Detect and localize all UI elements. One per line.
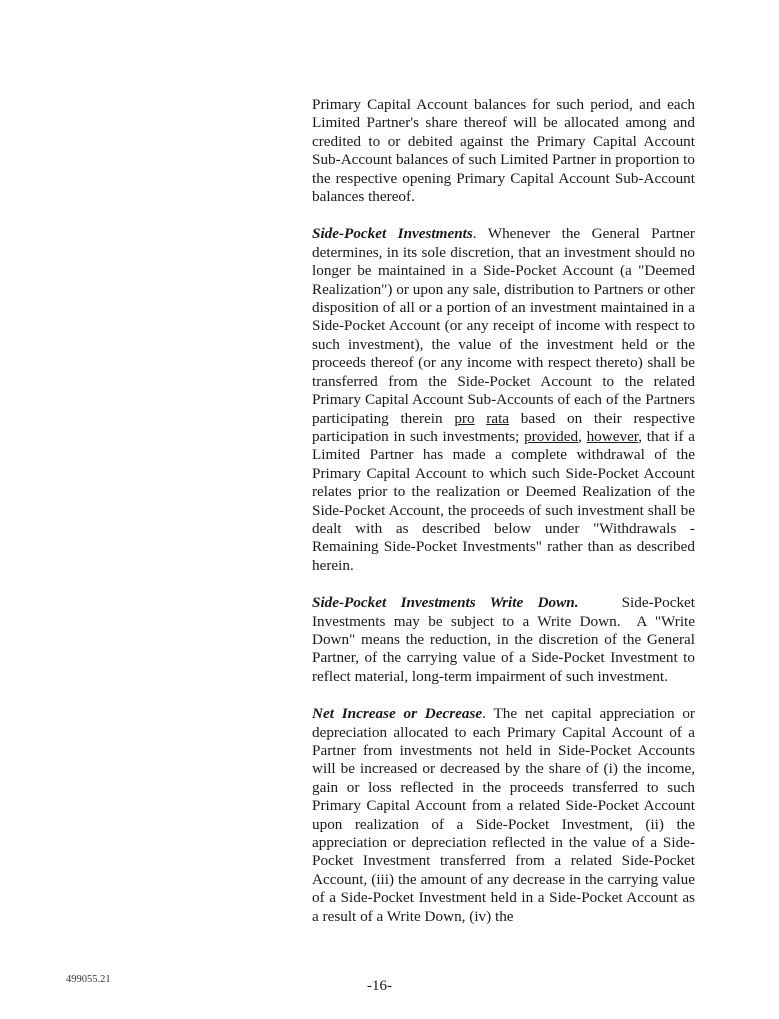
term-however: however <box>586 427 639 445</box>
paragraph-text: Side-Pocket Investments may be subject to a Write Down. A "Write Down" means the reduction, in the discretion of the General Partner, of the carrying value of a Side-Pocket Investment to reflect material, long-term impairment of such investment. <box>312 594 699 685</box>
paragraph-write-down <box>312 594 699 686</box>
word-space <box>475 410 487 427</box>
latin-term-rata: rata <box>486 409 510 427</box>
paragraph-text: Primary Capital Account balances for such period, and each Limited Partner's share thereof will be allocated among and credited to or debited against the Primary Capital Account Sub-Account balances of such Limited Partner in proportion to the respective opening Primary Capital Account Sub-Account balances thereof. <box>312 96 695 206</box>
paragraph-text: . The net capital appreciation or depreciation allocated to each Primary Capital Account of a Partner from investments not held in Side-Pocket Accounts will be increased or decreased by the share of (i) the income, gain or loss reflected in the proceeds transferred to such Primary Capital Account from a related Side-Pocket Account upon realization of a Side-Pocket Investment, (ii) the appreciation or depreciation reflected in the value of a Side-Pocket Investment transferred from a related Side-Pocket Account, (iii) the amount of any decrease in the carrying value of a Side-Pocket Investment held in a Side-Pocket Account as a result of a Write Down, (iv) the <box>312 705 695 925</box>
paragraph-text: , that if a Limited Partner has made a complete withdrawal of the Primary Capital Account to which such Side-Pocket Account relates prior to the realization or Deemed Realization of the Side-Pocket Account, the proceeds of such investment shall be dealt with as described below under "Withdrawals - Remaining Side-Pocket Investments" rather than as described herein. <box>312 427 696 574</box>
paragraph-text: based on their respective participation in such investments; <box>312 409 695 445</box>
document-body <box>312 96 699 926</box>
section-heading: Side-Pocket Investments Write Down. <box>312 594 579 612</box>
section-heading: Side-Pocket Investments <box>312 225 473 243</box>
paragraph-continuation <box>312 96 695 206</box>
latin-term-pro: pro <box>454 409 475 427</box>
paragraph-net-increase <box>312 705 695 926</box>
page-number-wrapper <box>0 978 779 995</box>
paragraph-side-pocket-investments <box>312 225 695 575</box>
punctuation: , <box>578 427 587 445</box>
term-provided: provided <box>524 427 579 445</box>
document-id: 499055.21 <box>66 974 111 985</box>
page-number: -16- <box>367 978 392 994</box>
paragraph-text: . Whenever the General Partner determines, in its sole discretion, that an investment should no longer be maintained in a Side-Pocket Account (a "Deemed Realization") or upon any sale, distribution to Partners or other disposition of all or a portion of an investment maintained in a Side-Pocket Account (or any receipt of income with respect to such investment), the value of the investment held or the proceeds thereof (or any income with respect thereto) shall be transferred from the Side-Pocket Account to the related Primary Capital Account Sub-Accounts of each of the Partners participating therein <box>312 225 695 427</box>
section-heading: Net Increase or Decrease <box>312 705 483 723</box>
